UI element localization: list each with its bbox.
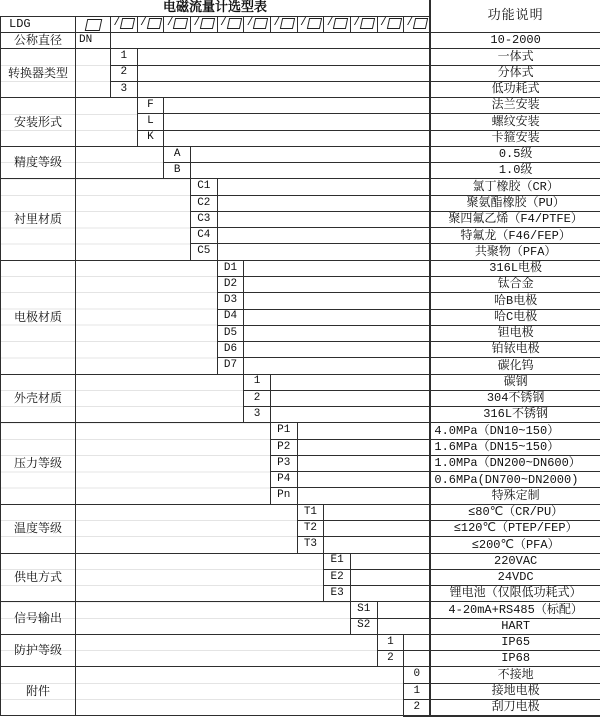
empty-merged-cell bbox=[76, 146, 164, 179]
code-cell: T1 bbox=[297, 504, 324, 520]
empty-row-cell bbox=[164, 98, 431, 114]
function-column-header: 功能说明 bbox=[430, 0, 600, 33]
slash-box-cell bbox=[324, 16, 351, 32]
code-cell: E2 bbox=[324, 569, 351, 585]
slash-box-cell bbox=[297, 16, 324, 32]
description-cell: 不接地 bbox=[430, 667, 600, 683]
option-box-icon bbox=[280, 18, 295, 29]
empty-row-cell bbox=[244, 309, 431, 325]
empty-row-cell bbox=[244, 358, 431, 374]
description-cell: IP65 bbox=[430, 634, 600, 650]
slash-box-cell bbox=[164, 16, 191, 32]
code-cell: C1 bbox=[190, 179, 217, 195]
slash-box-cell bbox=[111, 16, 138, 32]
description-cell: 316L不锈钢 bbox=[430, 407, 600, 423]
empty-row-cell bbox=[217, 211, 430, 227]
slash-box-cell bbox=[270, 16, 297, 32]
option-box-icon bbox=[85, 19, 103, 31]
code-cell: 1 bbox=[111, 49, 138, 65]
code-cell: C2 bbox=[190, 195, 217, 211]
code-cell: C5 bbox=[190, 244, 217, 260]
empty-row-cell bbox=[404, 634, 431, 650]
code-cell: D3 bbox=[217, 293, 244, 309]
slash-glyph: / bbox=[140, 17, 147, 29]
code-cell: P4 bbox=[270, 472, 297, 488]
code-cell: K bbox=[137, 130, 164, 146]
empty-merged-cell bbox=[76, 602, 351, 635]
empty-row-cell bbox=[377, 602, 430, 618]
option-box-icon bbox=[413, 18, 428, 29]
description-cell: IP68 bbox=[430, 651, 600, 667]
code-cell: D1 bbox=[217, 260, 244, 276]
slash-box-cell bbox=[137, 16, 164, 32]
category-cell: 供电方式 bbox=[1, 553, 76, 602]
option-box-icon bbox=[307, 18, 322, 29]
slash-glyph: / bbox=[273, 17, 280, 29]
description-cell: 接地电极 bbox=[430, 683, 600, 699]
option-box-icon bbox=[333, 18, 348, 29]
category-cell: 防护等级 bbox=[1, 634, 76, 667]
code-cell: S1 bbox=[350, 602, 377, 618]
slash-box-cell bbox=[217, 16, 244, 32]
description-cell: 1.0MPa（DN200~DN600） bbox=[430, 455, 600, 471]
description-cell: 刮刀电极 bbox=[430, 699, 600, 715]
slash-box-cell bbox=[404, 16, 431, 32]
empty-row-cell bbox=[350, 569, 430, 585]
code-cell: D6 bbox=[217, 342, 244, 358]
code-cell: 0 bbox=[404, 667, 431, 683]
empty-row-cell bbox=[350, 586, 430, 602]
option-box-icon bbox=[120, 18, 135, 29]
description-cell: 4-20mA+RS485（标配） bbox=[430, 602, 600, 618]
code-cell: E1 bbox=[324, 553, 351, 569]
empty-row-cell bbox=[244, 260, 431, 276]
empty-row-cell bbox=[297, 488, 430, 504]
code-cell: P1 bbox=[270, 423, 297, 439]
slash-glyph: / bbox=[247, 17, 254, 29]
description-cell: 一体式 bbox=[430, 49, 600, 65]
code-cell: 1 bbox=[377, 634, 404, 650]
empty-row-cell bbox=[164, 130, 431, 146]
code-cell: 1 bbox=[244, 374, 271, 390]
empty-row-cell bbox=[270, 390, 430, 406]
option-box-icon bbox=[173, 18, 188, 29]
category-cell: 信号输出 bbox=[1, 602, 76, 635]
description-cell: 220VAC bbox=[430, 553, 600, 569]
description-cell: 低功耗式 bbox=[430, 81, 600, 97]
category-cell: 转换器类型 bbox=[1, 49, 76, 98]
empty-row-cell bbox=[217, 179, 430, 195]
description-cell: HART bbox=[430, 618, 600, 634]
code-cell: DN bbox=[76, 33, 111, 49]
slash-box-cell bbox=[190, 16, 217, 32]
empty-row-cell bbox=[270, 374, 430, 390]
code-cell: 2 bbox=[404, 699, 431, 715]
empty-row-cell bbox=[137, 49, 430, 65]
description-cell: 哈B电极 bbox=[430, 293, 600, 309]
description-cell: 碳钢 bbox=[430, 374, 600, 390]
slash-box-cell bbox=[244, 16, 271, 32]
description-cell: 螺纹安装 bbox=[430, 114, 600, 130]
description-cell: 聚四氟乙烯（F4/PTFE） bbox=[430, 211, 600, 227]
slash-glyph: / bbox=[114, 17, 121, 29]
empty-row-cell bbox=[217, 228, 430, 244]
code-cell: 2 bbox=[244, 390, 271, 406]
selection-table-body bbox=[1, 0, 600, 716]
empty-row-cell bbox=[297, 472, 430, 488]
model-box-cell bbox=[76, 16, 111, 32]
empty-merged-cell bbox=[76, 634, 378, 667]
description-cell: 共聚物（PFA） bbox=[430, 244, 600, 260]
category-cell: 附件 bbox=[1, 667, 76, 716]
category-cell: 精度等级 bbox=[1, 146, 76, 179]
code-cell: D4 bbox=[217, 309, 244, 325]
code-cell: 3 bbox=[244, 407, 271, 423]
description-cell: 碳化钨 bbox=[430, 358, 600, 374]
empty-row-cell bbox=[190, 146, 430, 162]
empty-row-cell bbox=[404, 651, 431, 667]
category-cell: 温度等级 bbox=[1, 504, 76, 553]
code-cell: 3 bbox=[111, 81, 138, 97]
empty-row-cell bbox=[111, 33, 431, 49]
description-cell: 哈C电极 bbox=[430, 309, 600, 325]
empty-row-cell bbox=[297, 423, 430, 439]
code-cell: D5 bbox=[217, 325, 244, 341]
empty-merged-cell bbox=[76, 667, 404, 716]
slash-glyph: / bbox=[193, 17, 200, 29]
category-cell: 安装形式 bbox=[1, 98, 76, 147]
description-cell: 氯丁橡胶（CR） bbox=[430, 179, 600, 195]
slash-glyph: / bbox=[353, 17, 360, 29]
empty-row-cell bbox=[324, 504, 431, 520]
description-cell: 钛合金 bbox=[430, 277, 600, 293]
slash-glyph: / bbox=[220, 17, 227, 29]
code-cell: A bbox=[164, 146, 191, 162]
description-cell: ≤80℃（CR/PU） bbox=[430, 504, 600, 520]
code-cell: C3 bbox=[190, 211, 217, 227]
empty-row-cell bbox=[324, 521, 431, 537]
empty-merged-cell bbox=[76, 374, 244, 423]
description-cell: ≤120℃（PTEP/FEP） bbox=[430, 521, 600, 537]
empty-row-cell bbox=[244, 277, 431, 293]
empty-row-cell bbox=[324, 537, 431, 553]
code-cell: E3 bbox=[324, 586, 351, 602]
model-code: LDG bbox=[1, 16, 76, 32]
description-cell: 特殊定制 bbox=[430, 488, 600, 504]
empty-merged-cell bbox=[76, 553, 324, 602]
category-cell: 衬里材质 bbox=[1, 179, 76, 260]
slash-glyph: / bbox=[380, 17, 387, 29]
option-box-icon bbox=[253, 18, 268, 29]
table-title: 电磁流量计选型表 bbox=[1, 0, 431, 16]
description-cell: 聚氨酯橡胶（PU） bbox=[430, 195, 600, 211]
empty-row-cell bbox=[270, 407, 430, 423]
description-cell: 1.0级 bbox=[430, 163, 600, 179]
slash-glyph: / bbox=[327, 17, 334, 29]
code-cell: C4 bbox=[190, 228, 217, 244]
description-cell: 法兰安装 bbox=[430, 98, 600, 114]
category-cell: 电极材质 bbox=[1, 260, 76, 374]
code-cell: T2 bbox=[297, 521, 324, 537]
option-box-icon bbox=[387, 18, 402, 29]
code-cell: S2 bbox=[350, 618, 377, 634]
description-cell: 0.5级 bbox=[430, 146, 600, 162]
empty-row-cell bbox=[137, 65, 430, 81]
code-cell: D2 bbox=[217, 277, 244, 293]
description-cell: 24VDC bbox=[430, 569, 600, 585]
empty-merged-cell bbox=[76, 98, 138, 147]
code-cell: 2 bbox=[377, 651, 404, 667]
slash-box-cell bbox=[350, 16, 377, 32]
option-box-icon bbox=[147, 18, 162, 29]
description-cell: 0.6MPa(DN700~DN2000) bbox=[430, 472, 600, 488]
category-cell: 压力等级 bbox=[1, 423, 76, 504]
slash-glyph: / bbox=[407, 17, 414, 29]
empty-row-cell bbox=[244, 342, 431, 358]
code-cell: F bbox=[137, 98, 164, 114]
empty-row-cell bbox=[244, 325, 431, 341]
empty-row-cell bbox=[297, 455, 430, 471]
description-cell: 铂铱电极 bbox=[430, 342, 600, 358]
empty-merged-cell bbox=[76, 423, 271, 504]
option-box-icon bbox=[227, 18, 242, 29]
code-cell: B bbox=[164, 163, 191, 179]
code-cell: P2 bbox=[270, 439, 297, 455]
code-cell: T3 bbox=[297, 537, 324, 553]
empty-row-cell bbox=[164, 114, 431, 130]
code-cell: 1 bbox=[404, 683, 431, 699]
code-cell: P3 bbox=[270, 455, 297, 471]
empty-row-cell bbox=[137, 81, 430, 97]
description-cell: 10-2000 bbox=[430, 33, 600, 49]
slash-glyph: / bbox=[300, 17, 307, 29]
empty-merged-cell bbox=[76, 504, 298, 553]
description-cell: 钽电极 bbox=[430, 325, 600, 341]
code-cell: D7 bbox=[217, 358, 244, 374]
empty-row-cell bbox=[297, 439, 430, 455]
description-cell: 卡箍安装 bbox=[430, 130, 600, 146]
description-cell: 特氟龙（F46/FEP） bbox=[430, 228, 600, 244]
slash-box-cell bbox=[377, 16, 404, 32]
description-cell: 4.0MPa（DN10~150） bbox=[430, 423, 600, 439]
empty-row-cell bbox=[244, 293, 431, 309]
empty-row-cell bbox=[190, 163, 430, 179]
description-cell: 316L电极 bbox=[430, 260, 600, 276]
empty-row-cell bbox=[217, 244, 430, 260]
description-cell: ≤200℃（PFA） bbox=[430, 537, 600, 553]
empty-row-cell bbox=[377, 618, 430, 634]
empty-merged-cell bbox=[76, 179, 191, 260]
code-cell: Pn bbox=[270, 488, 297, 504]
code-cell: L bbox=[137, 114, 164, 130]
description-cell: 1.6MPa（DN15~150） bbox=[430, 439, 600, 455]
slash-glyph: / bbox=[167, 17, 174, 29]
code-cell: 2 bbox=[111, 65, 138, 81]
empty-merged-cell bbox=[76, 260, 218, 374]
category-cell: 外壳材质 bbox=[1, 374, 76, 423]
description-cell: 304不锈钢 bbox=[430, 390, 600, 406]
description-cell: 锂电池（仅限低功耗式） bbox=[430, 586, 600, 602]
category-cell: 公称直径 bbox=[1, 33, 76, 49]
empty-row-cell bbox=[350, 553, 430, 569]
option-box-icon bbox=[360, 18, 375, 29]
empty-merged-cell bbox=[76, 49, 111, 98]
empty-row-cell bbox=[217, 195, 430, 211]
description-cell: 分体式 bbox=[430, 65, 600, 81]
option-box-icon bbox=[200, 18, 215, 29]
